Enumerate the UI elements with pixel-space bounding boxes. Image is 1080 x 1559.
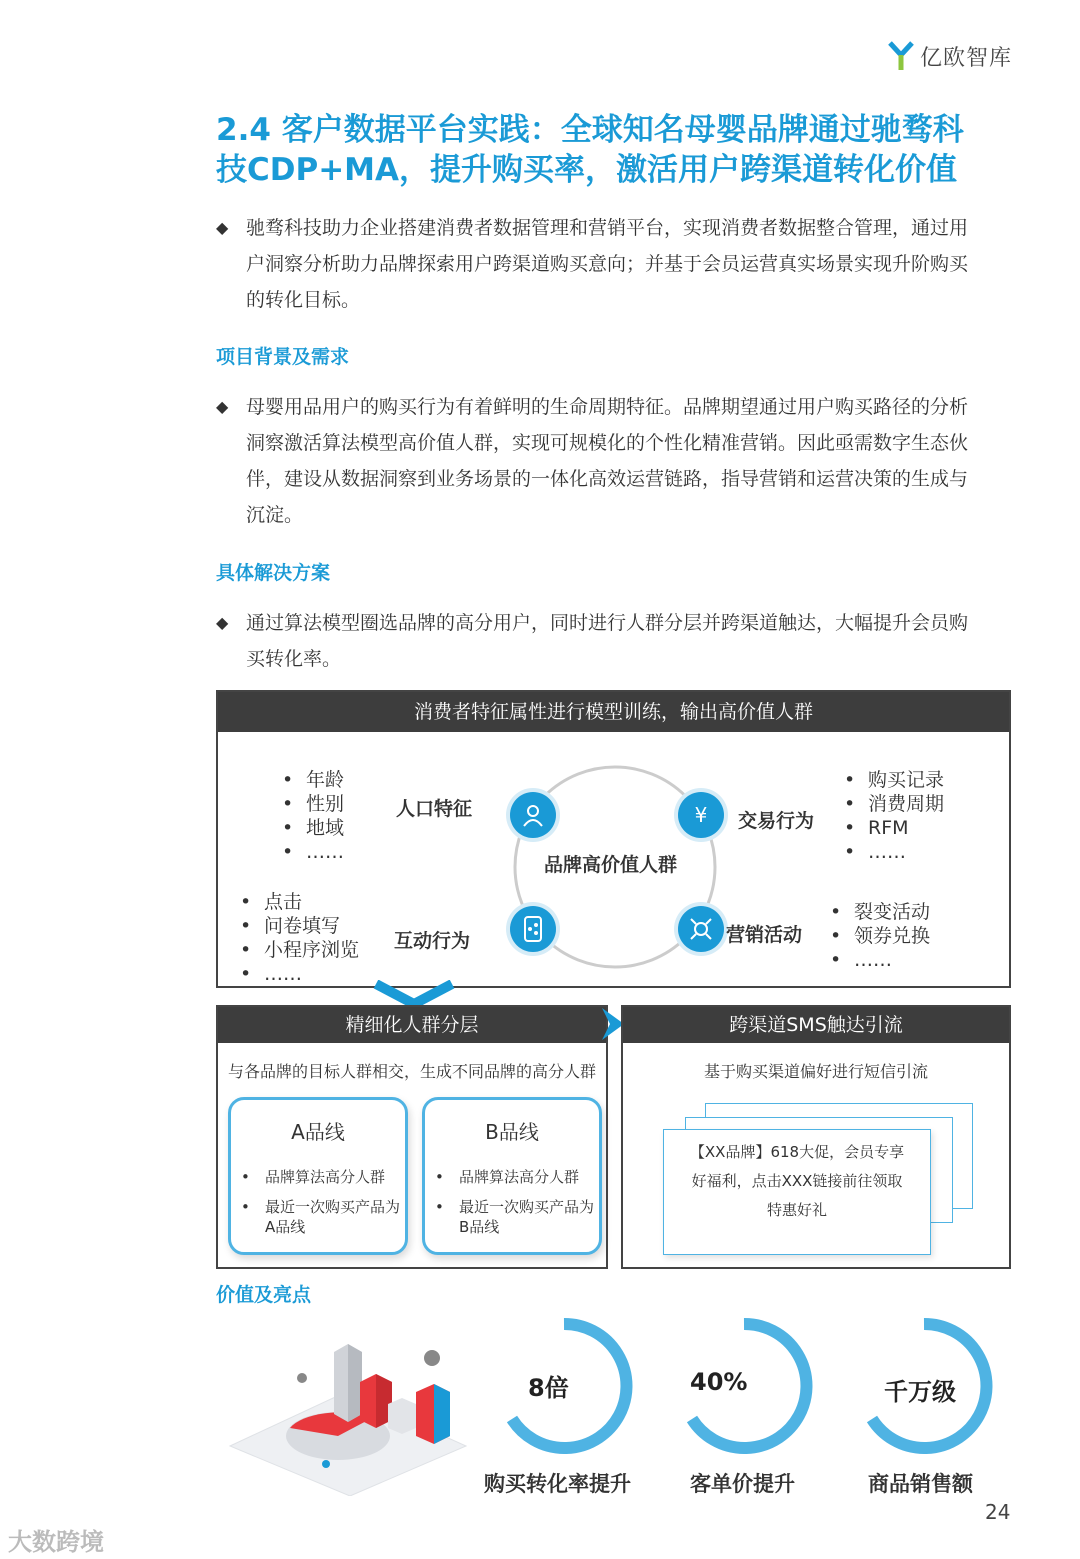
person-icon [510, 792, 556, 838]
marketing-label: 营销活动 [726, 924, 803, 946]
stats-row [484, 1316, 1024, 1516]
sms-message: 【XX品牌】618大促，会员专享 好福利，点击XXX链接前往领取 特惠好礼 [663, 1129, 931, 1255]
segmentation-bar: 精细化人群分层 [218, 1007, 606, 1043]
marketing-network-icon [678, 906, 724, 952]
brand-name: 亿欧智库 [920, 45, 1013, 71]
intro-bullet: ◆ 驰骛科技助力企业搭建消费者数据管理和营销平台，实现消费者数据整合管理，通过用 户洞察分析助力品牌探索用户跨渠道购买意向；并基于会员运营真实场景实现升阶购买 的转化目标。 [216, 210, 1016, 318]
sms-desc: 基于购买渠道偏好进行短信引流 [703, 1062, 928, 1081]
page-number: 24 [985, 1500, 1011, 1524]
stat-label-2: 客单价提升 [690, 1472, 795, 1496]
stat-value-1: 8倍 [528, 1374, 569, 1402]
isometric-chart-illustration [222, 1336, 472, 1496]
section-heading-value: 价值及亮点 [216, 1284, 312, 1306]
model-training-panel [216, 690, 1011, 988]
page-title: 2.4 客户数据平台实践：全球知名母婴品牌通过驰骛科 技CDP+MA，提升购买率，激活用户跨渠道转化价值 [216, 112, 964, 188]
sms-panel [621, 1005, 1011, 1269]
yen-coin-icon: ¥ [678, 792, 724, 838]
watermark: 大数跨境 [8, 1528, 104, 1556]
stat-label-3: 商品销售额 [868, 1472, 973, 1496]
background-bullet: ◆ 母婴用品用户的购买行为有着鲜明的生命周期特征。品牌期望通过用户购买路径的分析 洞察激活算法模型高价值人群，实现可规模化的个性化精准营销。因此亟需数字生态伙 伴，建设从数据洞察到业务场景的一体化高效运营链路，指导营销和运营决策的生成与 沉淀。 [216, 389, 1016, 533]
demographic-list: • 年龄 • 性别 • 地域 • …… [278, 768, 344, 864]
marketing-list: • 裂变活动 • 领券兑换 • …… [826, 900, 930, 972]
demographic-label: 人口特征 [396, 798, 473, 820]
diamond-bullet-icon: ◆ [216, 613, 229, 632]
logo-icon [888, 41, 914, 71]
diamond-bullet-icon: ◆ [216, 397, 229, 416]
segmentation-desc: 与各品牌的目标人群相交，生成不同品牌的高分人群 [227, 1062, 596, 1081]
model-training-bar: 消费者特征属性进行模型训练，输出高价值人群 [218, 692, 1009, 732]
stat-value-2: 40% [690, 1368, 748, 1396]
card-a-line: A品线 • 品牌算法高分人群 • 最近一次购买产品为A品线 [228, 1097, 408, 1255]
brand-logo [888, 38, 1018, 74]
section-heading-solution: 具体解决方案 [216, 562, 331, 584]
center-label: 品牌高价值人群 [544, 854, 678, 876]
solution-bullet: ◆ 通过算法模型圈选品牌的高分用户，同时进行人群分层并跨渠道触达，大幅提升会员购 买转化率。 [216, 605, 1016, 677]
stat-label-1: 购买转化率提升 [484, 1472, 631, 1496]
interaction-label: 互动行为 [394, 930, 471, 952]
segmentation-panel [216, 1005, 608, 1269]
card-b-line: B品线 • 品牌算法高分人群 • 最近一次购买产品为B品线 [422, 1097, 602, 1255]
section-heading-background: 项目背景及需求 [216, 346, 350, 368]
transaction-label: 交易行为 [738, 810, 815, 832]
mobile-share-icon [510, 906, 556, 952]
sms-bar: 跨渠道SMS触达引流 [623, 1007, 1009, 1043]
interaction-list: • 点击 • 问卷填写 • 小程序浏览 • …… [236, 890, 359, 986]
diamond-bullet-icon: ◆ [216, 218, 229, 237]
stat-value-3: 千万级 [884, 1378, 956, 1406]
transaction-list: • 购买记录 • 消费周期 • RFM • …… [840, 768, 944, 864]
